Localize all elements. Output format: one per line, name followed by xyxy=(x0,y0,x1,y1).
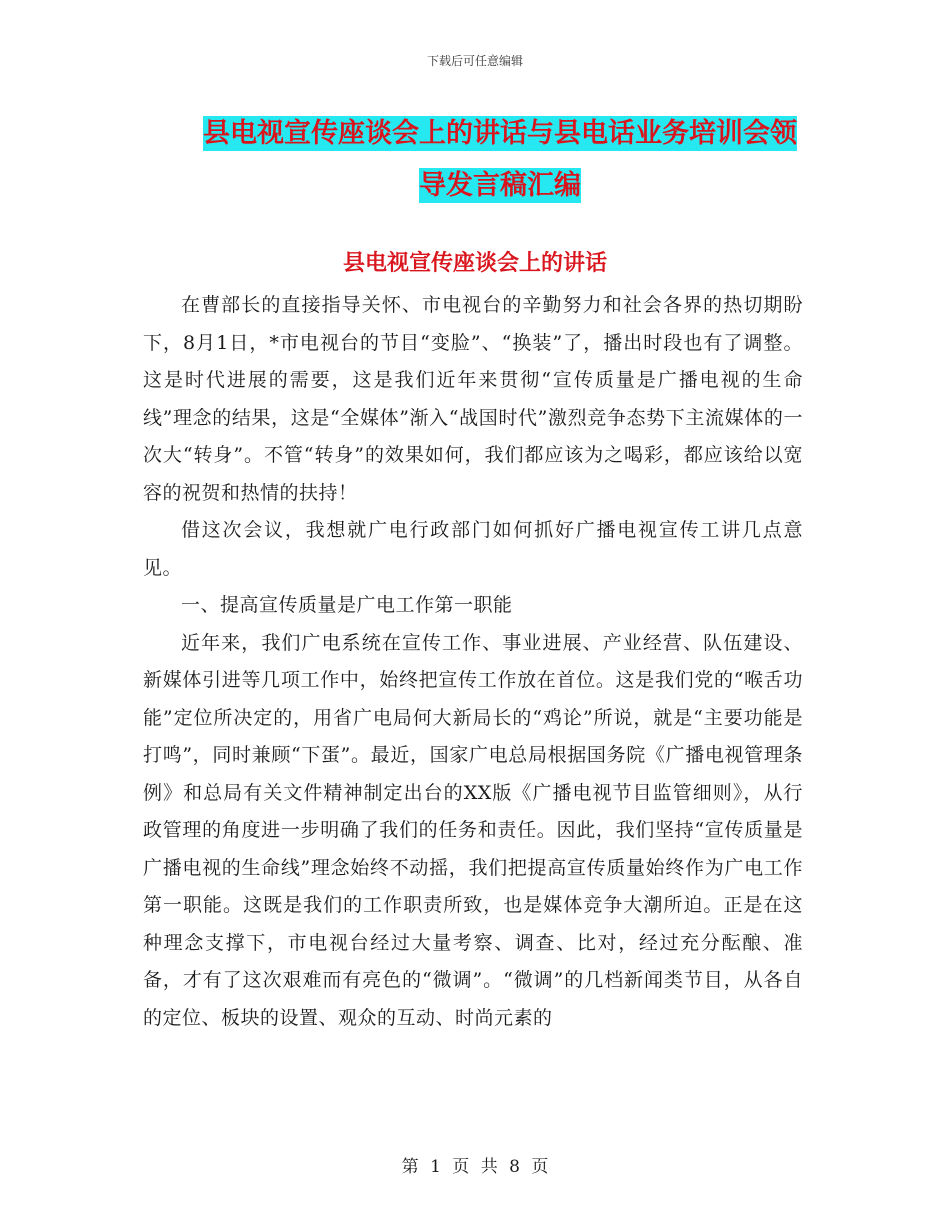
document-body xyxy=(143,287,803,1037)
section-title: 县电视宣传座谈会上的讲话 xyxy=(342,251,607,276)
header-note: 下载后可任意编辑 xyxy=(426,54,523,68)
page-footer: 第 1 页 共 8 页 xyxy=(401,1157,549,1177)
document-title xyxy=(190,108,810,212)
paragraph-3: 近年来，我们广电系统在宣传工作、事业进展、产业经营、队伍建设、新媒体引进等几项工作中，始终把宣传工作放在首位。这是我们党的“喉舌功能”定位所决定的，用省广电局何大新局长的“鸡论”所说，就是“主要功能是打鸣”，同时兼顾“下蛋”。最近，国家广电总局根据国务院《广播电视管理条例》和总局有关文件精神制定出台的XX版《广播电视节目监管细则》，从行政管理的角度进一步明确了我们的任务和责任。因此，我们坚持“宣传质量是广播电视的生命线”理念始终不动摇，我们把提高宣传质量始终作为广电工作第一职能。这既是我们的工作职责所致，也是媒体竞争大潮所迫。正是在这种理念支撑下，市电视台经过大量考察、调查、比对，经过充分酝酿、准备，才有了这次艰难而有亮色的“微调”。“微调”的几档新闻类节目，从各自的定位、板块的设置、观众的互动、时尚元素的 xyxy=(143,631,803,1029)
paragraph-2: 借这次会议，我想就广电行政部门如何抓好广播电视宣传工讲几点意见。 xyxy=(143,519,803,579)
paragraph-1: 在曹部长的直接指导关怀、市电视台的辛勤努力和社会各界的热切期盼下，8月1日，*市电视台的节目“变脸”、“换装”了，播出时段也有了调整。这是时代进展的需要，这是我们近年来贯彻“宣传质量是广播电视的生命线”理念的结果，这是“全媒体”渐入“战国时代”激烈竞争态势下主流媒体的一次大“转身”。不管“转身”的效果如何，我们都应该为之喝彩，都应该给以宽容的祝贺和热情的扶持！ xyxy=(143,294,803,504)
paragraph-heading-1: 一、提高宣传质量是广电工作第一职能 xyxy=(181,594,513,616)
document-title-text: 县电视宣传座谈会上的讲话与县电话业务培训会领导发言稿汇编 xyxy=(203,118,797,201)
